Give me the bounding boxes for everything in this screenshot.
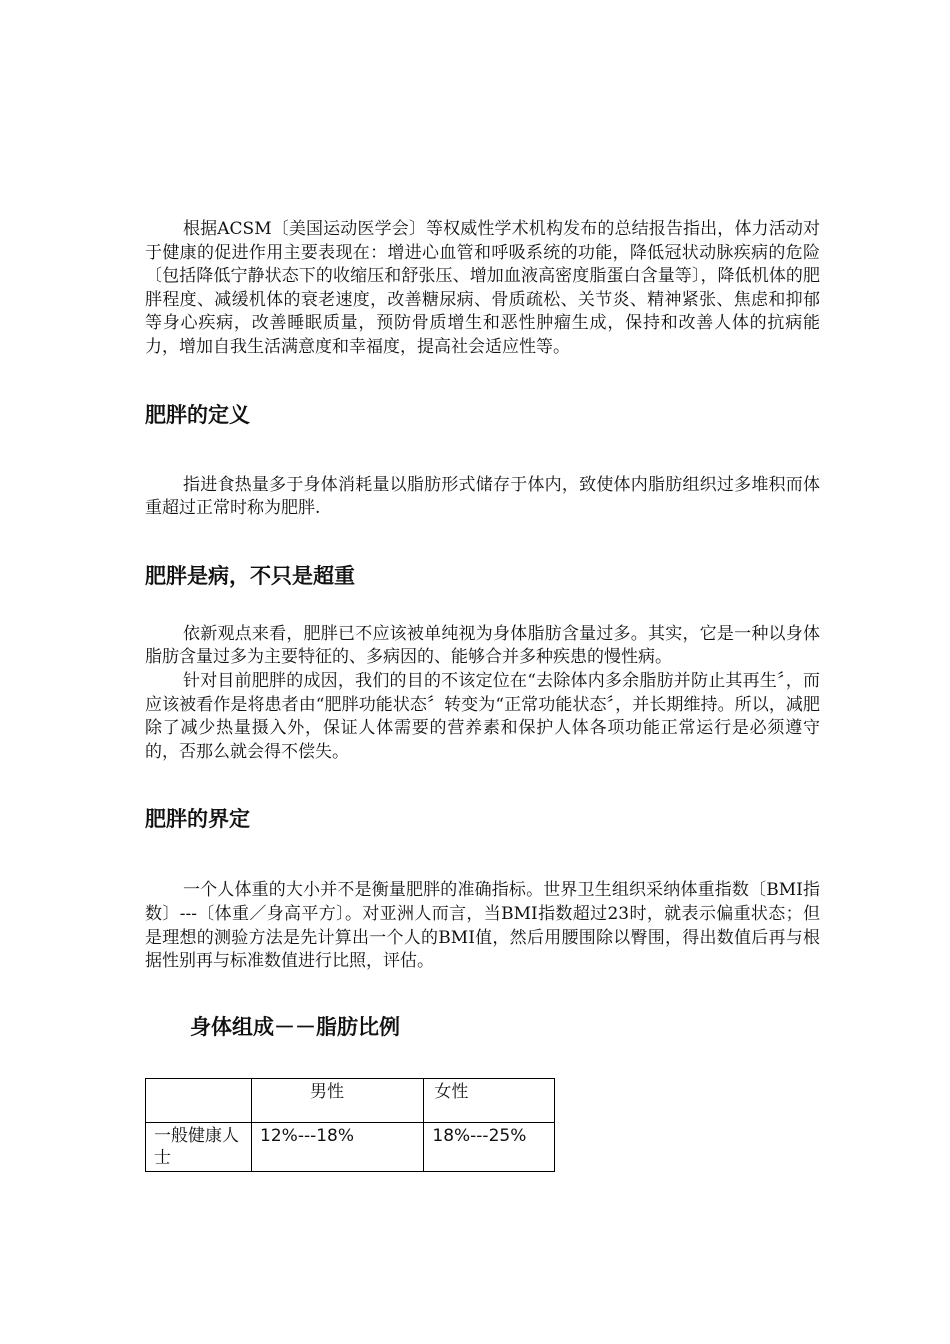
table-header-row bbox=[146, 1078, 555, 1122]
fat-ratio-table bbox=[145, 1078, 555, 1172]
table-header-cell-empty bbox=[146, 1078, 252, 1122]
table-row bbox=[146, 1122, 555, 1171]
definition-paragraph: 指进食热量多于身体消耗量以脂肪形式储存于体内，致使体内脂肪组织过多堆积而体重超过正常时称为肥胖. bbox=[145, 474, 820, 519]
table-cell-female: 18%---25% bbox=[424, 1122, 555, 1171]
disease-paragraph-2: 针对目前肥胖的成因，我们的目的不该定位在“去除体内多余脂肪并防止其再生〞，而应该被看作是将患者由“肥胖功能状态〞转变为“正常功能状态〞，并长期维持。所以，减肥除了减少热量摄入外，保证人体需要的营养素和保护人体各项功能正常运行是必须遵守的，否那么就会得不偿失。 bbox=[145, 670, 820, 762]
definition-heading: 肥胖的定义 bbox=[145, 402, 250, 427]
boundary-heading: 肥胖的界定 bbox=[145, 807, 250, 832]
table-header-cell-female: 女性 bbox=[424, 1078, 555, 1122]
document-page bbox=[145, 218, 820, 1172]
table-header-cell-male: 男性 bbox=[252, 1078, 424, 1122]
table-cell-label: 一般健康人士 bbox=[146, 1122, 252, 1171]
disease-heading: 肥胖是病，不只是超重 bbox=[145, 563, 355, 588]
boundary-paragraph: 一个人体重的大小并不是衡量肥胖的准确指标。世界卫生组织采纳体重指数〔BMI指数〕---〔体重／身高平方〕。对亚洲人而言，当BMI指数超过23时，就表示偏重状态；但是理想的测验方法是先计算出一个人的BMI值，然后用腰围除以臀围，得出数值后再与根据性别再与标准数值进行比照，评估。 bbox=[145, 880, 820, 972]
disease-paragraph-1: 依新观点来看，肥胖已不应该被单纯视为身体脂肪含量过多。其实，它是一种以身体脂肪含量过多为主要特征的、多病因的、能够合并多种疾患的慢性病。 bbox=[145, 623, 820, 668]
composition-heading: 身体组成－－脂肪比例 bbox=[190, 1014, 400, 1039]
intro-paragraph: 根据ACSM〔美国运动医学会〕等权威性学术机构发布的总结报告指出，体力活动对于健康的促进作用主要表现在：增进心血管和呼吸系统的功能，降低冠状动脉疾病的危险〔包括降低宁静状态下的收缩压和舒张压、增加血液高密度脂蛋白含量等〕，降低机体的肥胖程度、减缓机体的衰老速度，改善糖尿病、骨质疏松、关节炎、精神紧张、焦虑和抑郁等身心疾病，改善睡眠质量，预防骨质增生和恶性肿瘤生成，保持和改善人体的抗病能力，增加自我生活满意度和幸福度，提高社会适应性等。 bbox=[145, 219, 820, 357]
table-cell-male: 12%---18% bbox=[252, 1122, 424, 1171]
